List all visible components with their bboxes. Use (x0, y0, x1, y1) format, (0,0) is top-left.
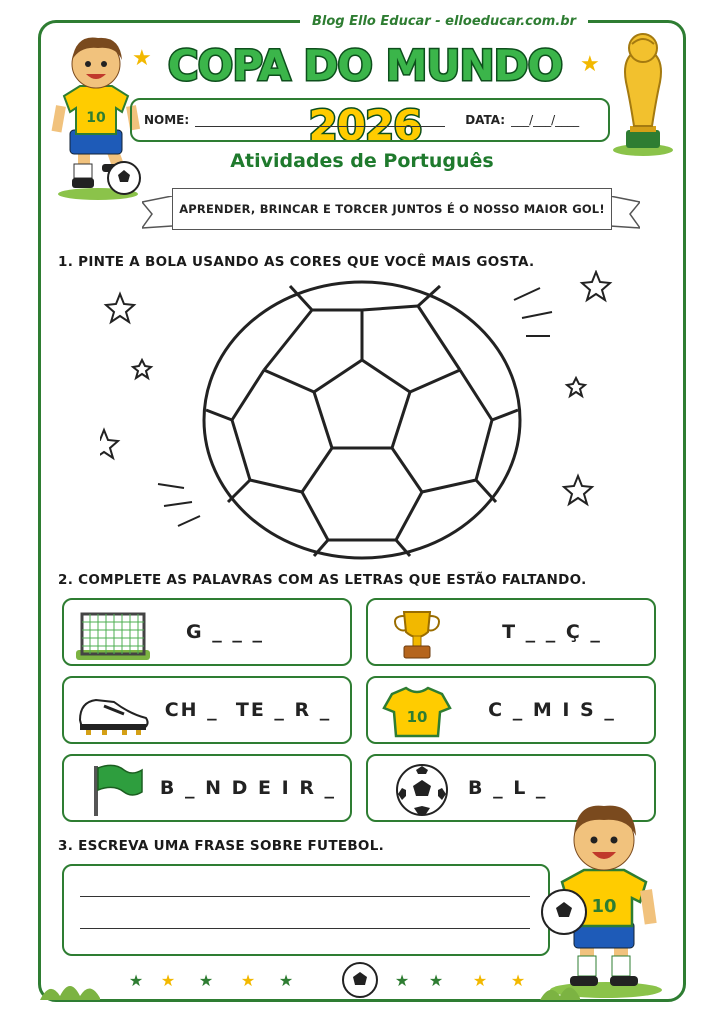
word-card-trophy (366, 598, 656, 666)
star-outline-icon (582, 272, 610, 300)
star-icon: ★ (394, 971, 410, 990)
svg-text:10: 10 (406, 708, 428, 726)
missing-letters-word[interactable]: CH _ TE _ R _ (164, 699, 332, 721)
goal-net-icon (74, 606, 152, 662)
star-outline-icon (106, 294, 134, 322)
star-outline-icon (567, 378, 585, 396)
name-date-box (130, 98, 610, 142)
star-icon: ★ (580, 52, 600, 77)
section-subtitle: Atividades de Português (230, 150, 494, 172)
star-outline-icon (564, 476, 592, 504)
star-icon: ★ (472, 971, 488, 990)
name-label: NOME: (144, 113, 190, 127)
ribbon-left-tail (142, 196, 172, 236)
question-1: 1. PINTE A BOLA USANDO AS CORES QUE VOCÊ MAIS GOSTA. (58, 254, 535, 270)
star-icon: ★ (428, 971, 444, 990)
question-2: 2. COMPLETE AS PALAVRAS COM AS LETRAS QUE ESTÃO FALTANDO. (58, 572, 587, 588)
word-card-cleat (62, 676, 352, 744)
star-icon: ★ (128, 971, 144, 990)
writing-line[interactable] (80, 928, 530, 929)
star-icon: ★ (132, 46, 152, 71)
soccer-cleat-icon (74, 684, 152, 740)
jersey-icon (378, 684, 456, 740)
missing-letters-word[interactable]: T _ _ Ç _ (502, 621, 602, 643)
missing-letters-word[interactable]: B _ N D E I R _ (159, 777, 337, 799)
star-icon: ★ (160, 971, 176, 990)
soccer-ball-icon (378, 762, 456, 818)
coloring-soccer-ball[interactable] (100, 270, 620, 570)
question-3: 3. ESCREVA UMA FRASE SOBRE FUTEBOL. (58, 838, 385, 854)
date-label: DATA: (465, 113, 506, 127)
bottom-decoration (40, 960, 684, 1000)
word-card-jersey (366, 676, 656, 744)
page-title: COPA DO MUNDO 2026 (167, 41, 563, 150)
world-cup-trophy-icon (612, 30, 674, 158)
star-icon: ★ (198, 971, 214, 990)
sentence-writing-box[interactable] (62, 864, 550, 956)
blog-banner: Blog Ello Educar - elloeducar.com.br (300, 10, 588, 34)
svg-text:10: 10 (591, 896, 617, 917)
missing-letters-word[interactable]: G _ _ _ (186, 621, 264, 643)
motto-ribbon: APRENDER, BRINCAR E TORCER JUNTOS É O NOSSO MAIOR GOL! (172, 188, 612, 230)
ribbon-right-tail (610, 196, 640, 236)
green-flag-icon (74, 762, 152, 818)
svg-text:10: 10 (86, 110, 106, 126)
missing-letters-word[interactable]: C _ M I S _ (488, 699, 616, 721)
star-icon: ★ (278, 971, 294, 990)
word-card-flag (62, 754, 352, 822)
star-icon: ★ (240, 971, 256, 990)
name-field[interactable] (195, 113, 445, 127)
star-icon: ★ (510, 971, 526, 990)
date-field[interactable]: ___/___/____ (511, 113, 580, 127)
writing-line[interactable] (80, 896, 530, 897)
trophy-icon (378, 606, 456, 662)
missing-letters-word[interactable]: B _ L _ (468, 777, 548, 799)
star-outline-icon (133, 360, 151, 378)
star-outline-icon (100, 430, 118, 458)
word-card-goal (62, 598, 352, 666)
